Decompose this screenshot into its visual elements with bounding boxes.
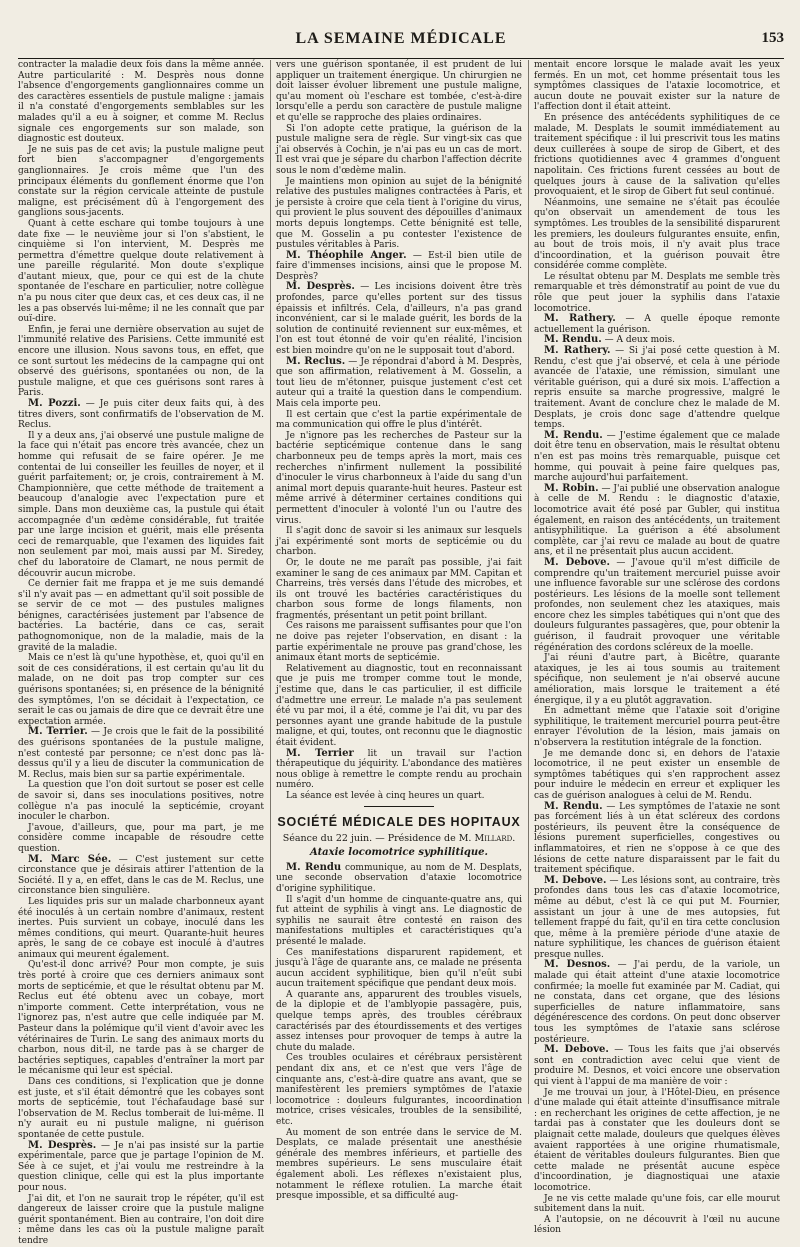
paragraph-text: Je me demande donc si, en dehors de l'ataxie locomotrice, il ne peut exister un ensemble de symptômes tabétiques qui s'en rapprochent assez pour induire le médecin en erreur et expliquer les cas de guérison analogues à celui de M. Rendu. [534,748,780,801]
speaker-paragraph [534,484,780,558]
paragraph-text: Le résultat obtenu par M. Desplats me semble très remarquable et très démonstratif au point de vue du rôle que peut jouer la syphilis dans l'ataxie locomotrice. [534,271,780,314]
paragraph [18,579,264,653]
paragraph-text: Enfin, je ferai une dernière observation au sujet de l'immunité relative des Parisiens. Cette immunité est encore une illusion. Nous savons tous, en effet, que ce sont surtout les médecins de la campagne qui ont observé des guérisons, spontanées ou non, de la pustule maligne, et que ces guérisons sont rares à Paris. [18,324,264,399]
paragraph [18,325,264,399]
paragraph-text: Il s'agit donc de savoir si les animaux sur lesquels j'ai expérimenté sont morts de septicémie ou du charbon. [276,526,522,558]
speaker-name: M. Rathery. [544,313,616,325]
speaker-paragraph [276,251,522,283]
paragraph-text: Ces troubles oculaires et cérébraux persistèrent pendant dix ans, et ce n'est que vers l'âge de cinquante ans, c'est-à-dire quatre ans avant, que se manifestèrent les premiers symptômes de l'ataxie locomotrice : douleurs fulgurantes, incoordination motrice, crises vésicales, troubles de la sensibilité, etc. [276,1053,522,1127]
paragraph-text: A quarante ans, apparurent des troubles visuels, de la diplopie et de l'amblyopie passagère, puis, quelque temps après, des troubles cérébraux caractérisés par des étourdissements et des vertiges assez intenses pour provoquer de temps à autre la chute du malade. [276,989,522,1053]
speaker-paragraph [276,749,522,791]
column-2-text [276,60,522,802]
speaker-name: M. Terrier. [28,726,88,738]
column-divider [528,60,529,1104]
column-divider [270,60,271,1104]
paragraph [276,791,522,802]
paragraph [18,960,264,1077]
speaker-paragraph [534,960,780,1045]
paragraph [18,60,264,145]
paragraph [534,1215,780,1236]
speaker-name: M. Marc Sée. [28,853,112,865]
paragraph-text: Je n'ignore pas les recherches de Pasteur sur la bactérie septicémique contenue dans le sang charbonneux peu de temps après la mort, mais ces recherches n'infirment nullement la possibilité d'inoculer le virus charbonneux à l'aide du sang d'un animal mort depuis quarante-huit heures. Pasteur est même arrivé à déterminer certaines conditions qui permettent d'inoculer à volonté l'un ou l'autre des virus. [276,430,522,526]
paragraph-text: Les liquides pris sur un malade charbonneux ayant été inoculés à un certain nombre d'animaux, restent inertes. Puis survient un cobaye, inoculé dans les mêmes conditions, qui meurt. Quarante-huit heures après, le sang de ce cobaye est inoculé à d'autres animaux qui meurent également. [18,896,264,960]
paragraph [18,653,264,727]
paragraph [276,1053,522,1127]
paragraph-text: A l'autopsie, on ne découvrit à l'œil nu aucune lésion [534,1214,780,1236]
paragraph-text: Je ne vis cette malade qu'une fois, car elle mourut subitement dans la nuit. [534,1193,780,1215]
paragraph-text: — J'ai perdu, de la variole, un malade qui était atteint d'une ataxie locomotrice confirmée; la moelle fut examinée par M. Cadiat, qui ne constata, dans cet organe, que des lésions superficielles de nature inflammatoire, sans dégénérescence des cordons. On peut donc observer tous les symptômes de l'ataxie sans sclérose postérieure. [534,960,781,1045]
page-header [18,26,784,56]
journal-title: LA SEMAINE MÉDICALE [295,30,507,47]
paragraph [276,558,522,622]
article-subtitle: Ataxie locomotrice syphilitique. [309,847,488,859]
paragraph-text: Il s'agit d'un homme de cinquante-quatre ans, qui fut atteint de syphilis à vingt ans. Le diagnostic de syphilis ne saurait être contesté en raison des manifestations multiples et caractéristiques qu'a présenté le malade. [276,894,522,947]
text-column-1 [18,60,265,1246]
paragraph-text: communique, au nom de M. Desplats, une seconde observation d'ataxie locomotrice d'origine syphilitique. [276,862,522,894]
paragraph-text: — C'est justement sur cette circonstance que je désirais attirer l'attention de la Société. Il y a, en effet, dans le cas de M. Reclus, une circonstance bien singulière. [18,854,264,897]
paragraph-text: — Les incisions doivent être très profondes, parce qu'elles portent sur des tissus épaissis et infiltrés. Cela, d'ailleurs, n'a pas grand inconvénient, car si le malade guérit, les bords de la solution de continuité reviennent sur eux-mêmes, et l'on est tout étonné de voir qu'en réalité, l'incision est bien moindre qu'on ne le supposait tout d'abord. [276,282,522,357]
paragraph-text: Je maintiens mon opinion au sujet de la bénignité relative des pustules malignes contractées à Paris, et je persiste à croire que cela tient à l'origine du virus, qui provient le plus souvent des dépouilles d'animaux morts depuis longtemps. Cette bénignité est telle, que M. Gosselin a pu contester l'existence de pustules véritables à Paris. [276,176,522,251]
paragraph-text: — Je puis citer deux faits qui, à des titres divers, sont confirmatifs de l'observation de M. Reclus. [18,399,264,431]
speaker-name: M. Pozzi. [28,398,81,409]
paragraph-text: Dans ces conditions, si l'explication que je donne est juste, et s'il était démontré que les cobayes sont morts de septicémie, tout l'échafaudage basé sur l'observation de M. Reclus tomberait de lui-même. Il n'y aurait eu ni pustule maligne, ni guérison spontanée de cette pustule. [18,1077,264,1140]
paragraph-text: mentait encore lorsque le malade avait les yeux fermés. En un mot, cet homme présentait tous les symptômes classiques de l'ataxie locomotrice, et aucun doute ne pouvait exister sur la nature de l'affection dont il était atteint. [534,60,780,113]
speaker-paragraph [534,431,780,484]
paragraph [276,664,522,749]
paragraph-text: — Je répondrai d'abord à M. Desprès, que son affirmation, relativement à M. Gosselin, a tout lieu de m'étonner, puisque justement c'est cet auteur qui a traité la question dans le compendium. Mais cela importe peu. [276,356,522,409]
paragraph-text: Ce dernier fait me frappa et je me suis demandé s'il n'y avait pas — en admettant qu'il soit possible de se servir de ce mot — des pustules malignes bénignes, caractérisées justement par l'absence de bactéries. La bactérie, dans ce cas, serait pathognomonique, non de la maladie, mais de la gravité de la maladie. [18,579,264,653]
paragraph [18,780,264,822]
paragraph-text: En présence des antécédents syphilitiques de ce malade, M. Desplats le soumit immédiatement au traitement spécifique : il lui prescrivit tous les matins deux cuillerées à soupe de sirop de Gibert, et des frictions quotidiennes avec 4 grammes d'onguent napolitain. Ces frictions furent cessées au bout de quelques jours à cause de la salivation qu'elles provoquaient, et le sirop de Gibert fut seul continué. [534,112,780,198]
paragraph [18,1194,264,1247]
paragraph-text: Ces raisons me paraissent suffisantes pour que l'on ne doive pas rejeter l'observation, en disant : la partie expérimentale ne prouve pas grand'chose, les animaux étant morts de septicémie. [276,621,522,664]
section-rule [364,806,434,807]
paragraph [276,526,522,558]
paragraph-text: Il y a deux ans, j'ai observé une pustule maligne de la face qui n'était pas encore très avancée, chez un homme qui refusait de se faire opérer. Je me contentai de lui conseiller les feuilles de noyer, et il guérit parfaitement; or, je crois, contrairement à M. Championnière, que cette méthode de traitement a beaucoup d'analogie avec l'expectation pure et simple. Dans mon deuxième cas, la pustule qui était accompagnée d'un œdème considérable, fut traitée par une large incision et guérit, mais elle présenta ceci de remarquable, que l'examen des liquides fait non seulement par moi, mais aussi par M. Siredey, chef du laboratoire de Clamart, ne nous permit de découvrir aucun microbe. [18,430,264,579]
speaker-name: M. Rendu [286,861,342,873]
speaker-name: M. Debove. [544,556,610,568]
speaker-paragraph [534,802,780,876]
paragraph [18,1077,264,1141]
paragraph [276,990,522,1054]
paragraph [276,948,522,990]
paragraph [276,124,522,177]
paragraph-text: J'ai réuni d'autre part, à Bicêtre, quarante ataxiques, je les ai tous soumis au traitement spécifique, non seulement je n'ai observé aucune amélioration, mais lorsque le traitement a été énergique, il y a eu plutôt aggravation. [534,653,780,706]
paragraph-text: Quant à cette eschare qui tombe toujours à une date fixe — le neuvième jour si l'on s'abstient, le cinquième si l'on intervient, M. Desprès me permettra d'émettre quelque doute relativement à une pareille régularité. Mon doute s'explique d'autant mieux, que, pour ce qui est de la chute spontanée de l'eschare en particulier, notre collègue n'a pu nous citer que deux cas, et ces deux cas, il ne les a pas observés lui-même; il ne les connaît que par ouï-dire. [18,218,264,325]
paragraph-text: Je ne suis pas de cet avis; la pustule maligne peut fort bien s'accompagner d'engorgements ganglionnaires. Je crois même que l'un des principaux éléments du gonflement énorme que l'on constate sur la région cervicale atteinte de pustule maligne, est précisément dû à l'engorgement des ganglions sous-jacents. [18,144,264,219]
speaker-paragraph [276,282,522,356]
paragraph [276,431,522,526]
paragraph-text: J'avoue, d'ailleurs, que, pour ma part, je me considère comme incapable de résoudre cette question. [18,822,264,854]
speaker-name: M. Desprès. [28,1139,97,1151]
speaker-name: M. Théophile Anger. [286,249,407,261]
session-line [276,834,522,845]
paragraph-text: Qu'est-il donc arrivé? Pour mon compte, je suis très porté à croire que ces derniers animaux sont morts de septicémie, et que le résultat obtenu par M. Reclus eut été obtenu avec un cobaye, mort n'importe comment. Cette interprétation, vous ne l'ignorez pas, n'est autre que celle indiquée par M. Pasteur dans la polémique qu'il vient d'avoir avec les vétérinaires de Turin. Le sang des animaux morts du charbon, nous dit-il, ne tarde pas à se charger de bactéries septiques, capables d'entraîner la mort par le mécanisme qui leur est spécial. [18,960,264,1077]
paragraph-text: — Les lésions sont, au contraire, très profondes dans tous les cas d'ataxie locomotrice, même au début, c'est là ce qui put M. Fournier, assistant un jour à une de mes autopsies, fut tellement frappé du fait, qu'il en tira cette conclusion que, même à la première période d'une ataxie de nature syphilitique, les chances de guérison étaient presque nulles. [534,875,780,960]
paragraph-text: lit un travail sur l'action thérapeutique du jéquirity. L'abondance des matières nous oblige à remettre le compte rendu au prochain numéro. [276,748,522,791]
speaker-paragraph [534,1045,780,1087]
paragraph [18,219,264,325]
speaker-paragraph [534,314,780,335]
paragraph-text: Mais ce n'est là qu'une hypothèse, et, quoi qu'il en soit de ces considérations, il est certain qu'au lit du malade, on ne doit pas trop compter sur ces guérisons spontanées; si, en présence de la bénignité des symptômes, l'on se décidait à l'expectation, ce serait le cas ou jamais de dire que ce devrait être une expectation armée. [18,653,265,727]
page-number: 153 [761,30,784,46]
paragraph-text: — J'estime également que ce malade doit être tenu en observation, mais le résultat obtenu n'en est pas moins très remarquable, puisque cet homme, qui pouvait à peine faire quelques pas, marche aujourd'hui parfaitement. [534,430,780,484]
paragraph-text: — Est-il bien utile de faire d'immenses incisions, ainsi que le propose M. Desprès? [276,250,522,282]
speaker-name: M. Desnos. [544,959,611,971]
speaker-name: M. Desprès. [286,281,355,293]
paragraph-text: — A quelle époque remonte actuellement la guérison. [534,314,780,335]
speaker-name: M. Rendu. [544,800,603,812]
paragraph [534,1088,780,1194]
paragraph [534,706,780,748]
speaker-paragraph [276,863,522,895]
speaker-paragraph [534,346,780,431]
paragraph-text: J'ai dit, et l'on ne saurait trop le répéter, qu'il est dangereux de laisser croire que la pustule maligne guérit spontanément. Bien au contraire, l'on doit dire : même dans les cas où la pustule maligne paraît tendre [18,1193,264,1246]
paragraph [534,198,780,272]
paragraph-text: — J'ai publié une observation analogue à celle de M. Rendu : le diagnostic d'ataxie, locomotrice avait été posé par Gubler, qui institua également, en raison des antécédents, un traitement antisyphilitique. La guérison a été absolument complète, car j'ai revu ce malade au bout de quatre ans, et il ne présentait plus aucun accident. [534,483,780,558]
text-column-3 [534,60,781,1236]
paragraph-text: — A deux mois. [604,335,675,346]
speaker-paragraph [276,357,522,410]
paragraph-text: Or, le doute ne me paraît pas possible, j'ai fait examiner le sang de ces animaux par MM. Capitan et Charreins, très versés dans l'étude des microbes, et ils ont trouvé les bactéries caractéristiques du charbon sous forme de longs filaments, non fragmentés, présentant un petit point brillant. [276,557,522,621]
paragraph-text: contracter la maladie deux fois dans la même année. Autre particularité : M. Desprès nous donne l'absence d'engorgements ganglionnaires comme un des caractères essentiels de pustule maligne : jamais il n'a constaté d'engorgements semblables sur les malades qu'il a eu à soigner, et comme M. Reclus signale ces engorgements sur son malade, son diagnostic est douteux. [18,60,264,145]
paragraph [534,749,780,802]
paragraph-text: — Tous les faits que j'ai observés sont en contradiction avec celui que vient de produire M. Desnos, et voici encore une observation qui vient à l'appui de ma manière de voir : [534,1045,780,1087]
paragraph-text: — Les symptômes de l'ataxie ne sont pas forcément liés à un état scléreux des cordons postérieurs, ils peuvent être la conséquence de lésions purement superficielles, congestives ou inflammatoires, et rien ne s'oppose à ce que des lésions de cette nature disparaissent par le fait du traitement spécifique. [534,801,780,876]
speaker-name: M. Rendu. [544,429,603,441]
paragraph [534,1194,780,1215]
paragraph-text: — Si j'ai posé cette question à M. Rendu, c'est que j'ai observé, et cela à une période avancée de l'ataxie, une rémission, simulant une véritable guérison, qui a duré six mois. L'affection a repris ensuite sa marche progressive, malgré le traitement. Avant de conclure chez le malade de M. Desplats, je crois donc sage d'attendre quelque temps. [534,346,780,431]
section-title: SOCIÉTÉ MÉDICALE DES HOPITAUX [277,814,521,829]
paragraph [534,272,780,314]
paragraph [18,823,264,855]
paragraph-text: La séance est levée à cinq heures un quart. [286,790,485,801]
newspaper-page [18,0,784,1246]
paragraph-text: — J'avoue qu'il m'est difficile de comprendre qu'un traitement mercuriel puisse avoir une influence favorable sur une sclérose des cordons postérieurs. Les lésions de la moelle sont tellement profondes, non seulement chez les ataxiques, mais encore chez les simples tabétiques qui n'ont que des douleurs fulgurantes passagères, que, pour obtenir la guérison, il faudrait provoquer une véritable régénération des cordons scléreux de la moelle. [534,557,780,653]
paragraph-text: Relativement au diagnostic, tout en reconnaissant que je puis me tromper comme tout le monde, j'estime que, dans le cas particulier, il est difficile d'admettre une erreur. Le malade n'a pas seulement été vu par moi, il a été, comme je l'ai dit, vu par des personnes ayant une grande habitude de la pustule maligne, et qui, toutes, ont reconnu que le diagnostic était évident. [276,663,522,748]
speaker-name: M. Debove. [544,874,607,886]
paragraph [534,653,780,706]
session-date: Séance du 22 juin. — Présidence de M. [282,832,472,844]
speaker-paragraph [18,855,264,897]
speaker-name: M. Rathery. [544,345,611,357]
paragraph-text: Il est certain que c'est la partie expérimentale de ma communication qui offre le plus d'intérêt. [276,409,522,431]
speaker-name: M. Debove. [544,1044,609,1056]
session-president: Millard. [474,832,516,844]
speaker-paragraph [534,558,780,653]
paragraph-text: La question que l'on doit surtout se poser est celle de savoir si, dans ses inoculations positives, notre collègue n'a pas inoculé la septicémie, croyant inoculer le charbon. [18,780,264,823]
paragraph-text: — Je n'ai pas insisté sur la partie expérimentale, parce que je partage l'opinion de M. Sée à ce sujet, et j'ai voulu me restreindre à la question clinique, celle qui est la plus importante pour nous. [18,1140,264,1193]
paragraph [18,897,264,961]
paragraph [18,431,264,579]
section-text [276,863,522,1202]
paragraph-text: Si l'on adopte cette pratique, la guérison de la pustule maligne sera de règle. Sur vingt-six cas que j'ai observés à Cochin, je n'ai pas eu un cas de mort. Il est vrai que je sépare du charbon l'affection décrite sous le nom d'œdème malin. [276,123,522,176]
paragraph [534,60,780,113]
speaker-paragraph [534,876,780,961]
paragraph-text: Ces manifestations disparurent rapidement, et jusqu'à l'âge de quarante ans, ce malade ne présenta aucun accident syphilitique, bien qu'il n'eût subi aucun traitement spécifique que pendant deux mois. [276,947,522,990]
paragraph [276,410,522,431]
speaker-name: M. Rendu. [544,334,602,346]
paragraph-text: — Je crois que le fait de la possibilité des guérisons spontanées de la pustule maligne, n'est contesté par personne; ce n'est donc pas là-dessus qu'il y a lieu de discuter la communication de M. Reclus, mais bien sur sa partie expérimentale. [18,727,265,780]
paragraph-text: Je me trouvai un jour, à l'Hôtel-Dieu, en présence d'une malade qui était atteinte d'insuffisance mitrale : en recherchant les origines de cette affection, je ne tardai pas à constater que les douleurs dont se plaignait cette malade, douleurs que quelques élèves avaient rapportées à une origine rhumatismale, étaient de véritables douleurs fulgurantes. Bien que cette malade ne présentât aucune espèce d'incoordination, je diagnostiquai une ataxie locomotrice. [534,1087,780,1193]
speaker-paragraph [18,399,264,431]
paragraph [276,1128,522,1202]
speaker-paragraph [18,1141,264,1194]
paragraph-text: Au moment de son entrée dans le service de M. Desplats, ce malade présentait une anesthésie générale des membres inférieurs, et partielle des membres supérieurs. Le sens musculaire était également aboli. Les réflexes n'existaient plus, notamment le réflexe rotulien. La marche était presque impossible, et sa difficulté aug- [276,1127,522,1202]
header-rule [18,58,784,59]
paragraph-text: En admettant même que l'ataxie soit d'origine syphilitique, le traitement mercuriel pourra peut-être enrayer l'évolution de la lésion, mais jamais on n'observera la restitution intégrale de la fonction. [534,706,780,748]
paragraph-text: Néanmoins, une semaine ne s'était pas écoulée qu'on observait un amendement de tous les symptômes. Les troubles de la sensibilité disparurent les premiers, les douleurs fulgurantes ensuite, enfin, au bout de trois mois, il n'y avait plus trace d'incoordination, et la guérison pouvait être considérée comme complète. [534,197,780,272]
paragraph [534,113,780,198]
paragraph-text: vers une guérison spontanée, il est prudent de lui appliquer un traitement énergique. Un chirurgien ne doit laisser évoluer librement une pustule maligne, qu'au moment où l'eschare est tombée, c'est-à-dire lorsqu'elle a perdu son caractère de pustule maligne et qu'elle se rapproche des plaies ordinaires. [276,60,522,123]
paragraph [276,60,522,124]
speaker-name: M. Terrier [286,747,354,759]
paragraph [276,177,522,251]
speaker-name: M. Reclus. [286,355,346,367]
paragraph [18,145,264,219]
text-column-2 [276,60,522,1202]
speaker-name: M. Robin. [544,482,599,494]
paragraph [276,895,522,948]
speaker-paragraph [18,727,264,780]
paragraph [276,621,522,663]
